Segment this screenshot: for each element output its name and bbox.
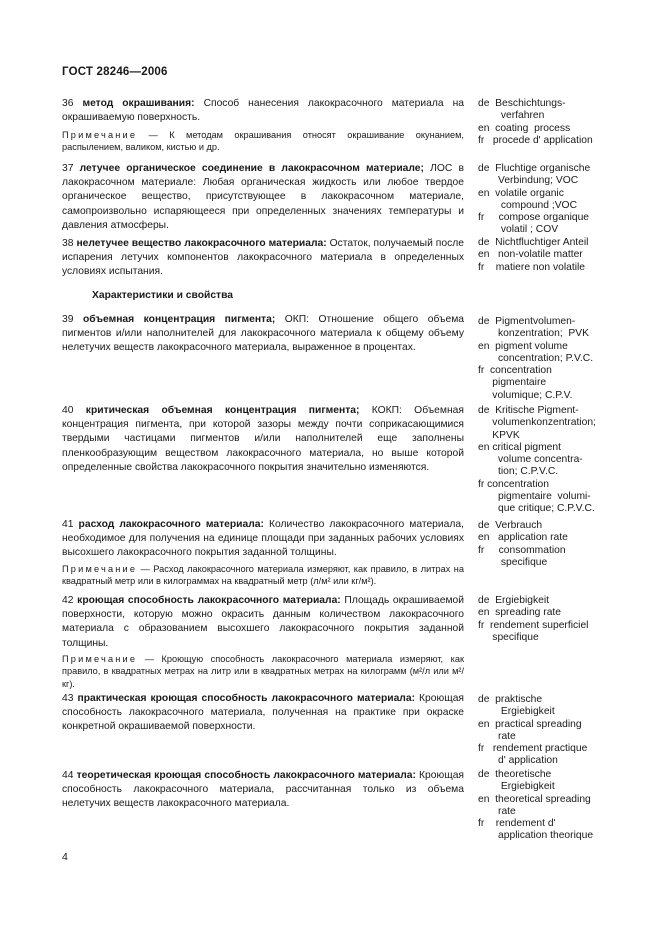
translation-line: Verbindung; VOC xyxy=(478,175,579,187)
term-title: кроющая способность лакокрасочного материала: xyxy=(77,595,341,606)
term-number: 41 xyxy=(62,519,74,530)
note-41 xyxy=(62,563,464,588)
translation-line: verfahren xyxy=(478,110,545,122)
translation-line: de Pigmentvolumen- xyxy=(478,316,576,327)
translation-line: de Kritische Pigment- xyxy=(478,405,579,416)
translation-line: de Beschichtungs- xyxy=(478,98,566,109)
translations-44 xyxy=(478,769,648,843)
translation-line: en coating process xyxy=(478,122,571,134)
translation-line: fr concentration xyxy=(478,478,549,490)
term-title: метод окрашивания: xyxy=(82,98,195,109)
translation-line: fr concentration xyxy=(478,365,552,377)
translation-line: de Ergiebigkeit xyxy=(478,595,549,606)
term-definition: Кроющая способность лакокрасочного материала, полученная на практике при окраске конкретной окрашиваемой поверхности. xyxy=(62,693,464,733)
translation-line: fr rendement practique xyxy=(478,743,588,755)
term-number: 39 xyxy=(62,314,74,325)
translation-line: compound ;VOC xyxy=(478,199,578,211)
term-definition: Способ нанесения лакокрасочного материала на окрашиваемую поверхность. xyxy=(62,98,464,124)
translation-line: d' application xyxy=(478,755,558,767)
document-header: ГОСТ 28246—2006 xyxy=(62,66,168,78)
term-title: расход лакокрасочного материала: xyxy=(78,519,264,530)
translation-line: specifique xyxy=(478,631,539,643)
term-definition: ЛОС в лакокрасочном материале: Любая органическая жидкость или любое твердое органическое вещество, присутствующее в лакокрасочном материале, самопроизвольно испаряющееся при определенных значениях температуры и давления атмосферы. xyxy=(62,163,464,231)
translation-line: KPVK xyxy=(478,429,520,441)
translation-line: concentration; P.V.C. xyxy=(478,352,594,364)
translation-line: en volatile organic xyxy=(478,187,564,199)
term-definition: Кроющая способность лакокрасочного материала, рассчитанная только из объема нелетучих веществ лакокрасочного материала. xyxy=(62,770,464,810)
translation-line: de Fluchtige organische xyxy=(478,163,591,174)
translation-line: fr rendement superficiel xyxy=(478,619,589,631)
note-text: — Кроющую способность лакокрасочного материала измеряют, как правило, в квадратных метрах на литр или в квадратных метрах на килограмм (м²/л или м²/кг). xyxy=(62,654,464,689)
translation-line: volume concentra- xyxy=(478,454,583,466)
translation-line: pigmentaire xyxy=(478,377,547,389)
term-entry-38 xyxy=(62,237,464,280)
term-definition: ОКП: Отношение общего объема пигментов и/или наполнителей для лакокрасочного материала к общему объему нелетучих веществ лакокрасочного материала, выраженное в процентах. xyxy=(62,314,464,354)
translations-41 xyxy=(478,520,648,569)
term-number: 43 xyxy=(62,693,74,704)
translation-line: volumique; C.P.V. xyxy=(478,389,573,401)
term-definition: Остаток, получаемый после испарения летучих компонентов лакокрасочного материала в определенных условиях испытания. xyxy=(62,238,464,278)
note-text: — К методам окрашивания относят окрашивание окунанием, распылением, валиком, кистью и др. xyxy=(62,130,464,153)
translation-line: konzentration; PVK xyxy=(478,328,590,340)
translation-line: fr compose organique xyxy=(478,212,590,224)
term-number: 38 xyxy=(62,238,74,249)
term-definition: Площадь окрашиваемой поверхности, которую можно окрасить данным количеством лакокрасочного материала с образованием высохшего лакокрасочного покрытия заданной толщины. xyxy=(62,595,464,649)
note-36 xyxy=(62,129,464,154)
term-definition: Количество лакокрасочного материала, необходимое для получения на единице площади при заданных рабочих условиях высохшего лакокрасочного покрытия заданной толщины. xyxy=(62,519,464,559)
note-text: — Расход лакокрасочного материала измеряют, как правило, в литрах на квадратный метр или в килограммах на квадратный метр (л/м² или кг/м²). xyxy=(62,564,464,587)
term-entry-39 xyxy=(62,313,464,356)
section-title: Характеристики и свойства xyxy=(92,290,234,301)
term-title: объемная концентрация пигмента; xyxy=(82,314,276,325)
translation-line: en theoretical spreading xyxy=(478,793,591,805)
term-entry-43 xyxy=(62,692,464,735)
translation-line: fr procede d' application xyxy=(478,134,593,146)
term-entry-41 xyxy=(62,518,464,561)
term-number: 37 xyxy=(62,163,74,174)
page-number: 4 xyxy=(62,851,68,863)
term-number: 36 xyxy=(62,98,74,109)
term-title: критическая объемная концентрация пигмента; xyxy=(85,405,360,416)
translations-37 xyxy=(478,163,648,237)
translation-line: en spreading rate xyxy=(478,607,562,619)
translation-line: de praktische xyxy=(478,694,543,705)
translation-line: application theorique xyxy=(478,830,594,842)
term-entry-36 xyxy=(62,97,464,125)
term-definition: КОКП: Объемная концентрация пигмента, при которой зазоры между почти соприкасающимися твердыми частицами пигментов и/или наполнителей еще заполнены пленкообразующим веществом лакокрасочного материала, но выше которой определенные свойства лакокрасочного покрытия значительно изменяются. xyxy=(62,405,464,473)
note-label: Примечание xyxy=(62,654,138,664)
translation-line: de theoretische xyxy=(478,769,552,780)
note-label: Примечание xyxy=(62,130,138,140)
translation-line: rate xyxy=(478,805,516,817)
translation-line: tion; C.P.V.C. xyxy=(478,466,559,478)
translation-line: volumenkonzentration; xyxy=(478,417,596,429)
translations-39 xyxy=(478,316,648,402)
translation-line: fr consommation xyxy=(478,544,566,556)
translations-42 xyxy=(478,595,648,644)
translations-36 xyxy=(478,98,648,147)
term-title: теоретическая кроющая способность лакокрасочного материала: xyxy=(76,770,416,781)
translation-line: en critical pigment xyxy=(478,441,561,453)
term-entry-42 xyxy=(62,594,464,651)
term-title: нелетучее вещество лакокрасочного материала: xyxy=(76,238,327,249)
translation-line: en pigment volume xyxy=(478,340,568,352)
translations-40 xyxy=(478,405,648,516)
term-title: летучее органическое соединение в лакокрасочном материале; xyxy=(79,163,424,174)
translation-line: rate xyxy=(478,730,516,742)
term-title: практическая кроющая способность лакокрасочного материала: xyxy=(77,693,416,704)
term-number: 40 xyxy=(62,405,74,416)
translation-line: en non-volatile matter xyxy=(478,249,583,261)
translations-43 xyxy=(478,694,648,768)
term-number: 44 xyxy=(62,770,74,781)
term-number: 42 xyxy=(62,595,74,606)
translation-line: fr rendement d' xyxy=(478,818,556,830)
translation-line: volatil ; COV xyxy=(478,224,559,236)
translation-line: pigmentaire volumi- xyxy=(478,491,591,503)
translation-line: specifique xyxy=(478,556,548,568)
translation-line: Ergiebigkeit xyxy=(478,781,555,793)
translation-line: que critique; C.P.V.C. xyxy=(478,503,595,515)
translation-line: fr matiere non volatile xyxy=(478,261,586,273)
translation-line: de Nichtfluchtiger Anteil xyxy=(478,237,589,248)
note-42 xyxy=(62,653,464,690)
term-entry-37 xyxy=(62,162,464,233)
term-entry-44 xyxy=(62,769,464,812)
translation-line: en practical spreading xyxy=(478,718,582,730)
term-entry-40 xyxy=(62,404,464,475)
translations-38 xyxy=(478,237,648,274)
translation-line: de Verbrauch xyxy=(478,520,543,531)
note-label: Примечание xyxy=(62,564,138,574)
translation-line: en application rate xyxy=(478,532,568,544)
translation-line: Ergiebigkeit xyxy=(478,706,555,718)
